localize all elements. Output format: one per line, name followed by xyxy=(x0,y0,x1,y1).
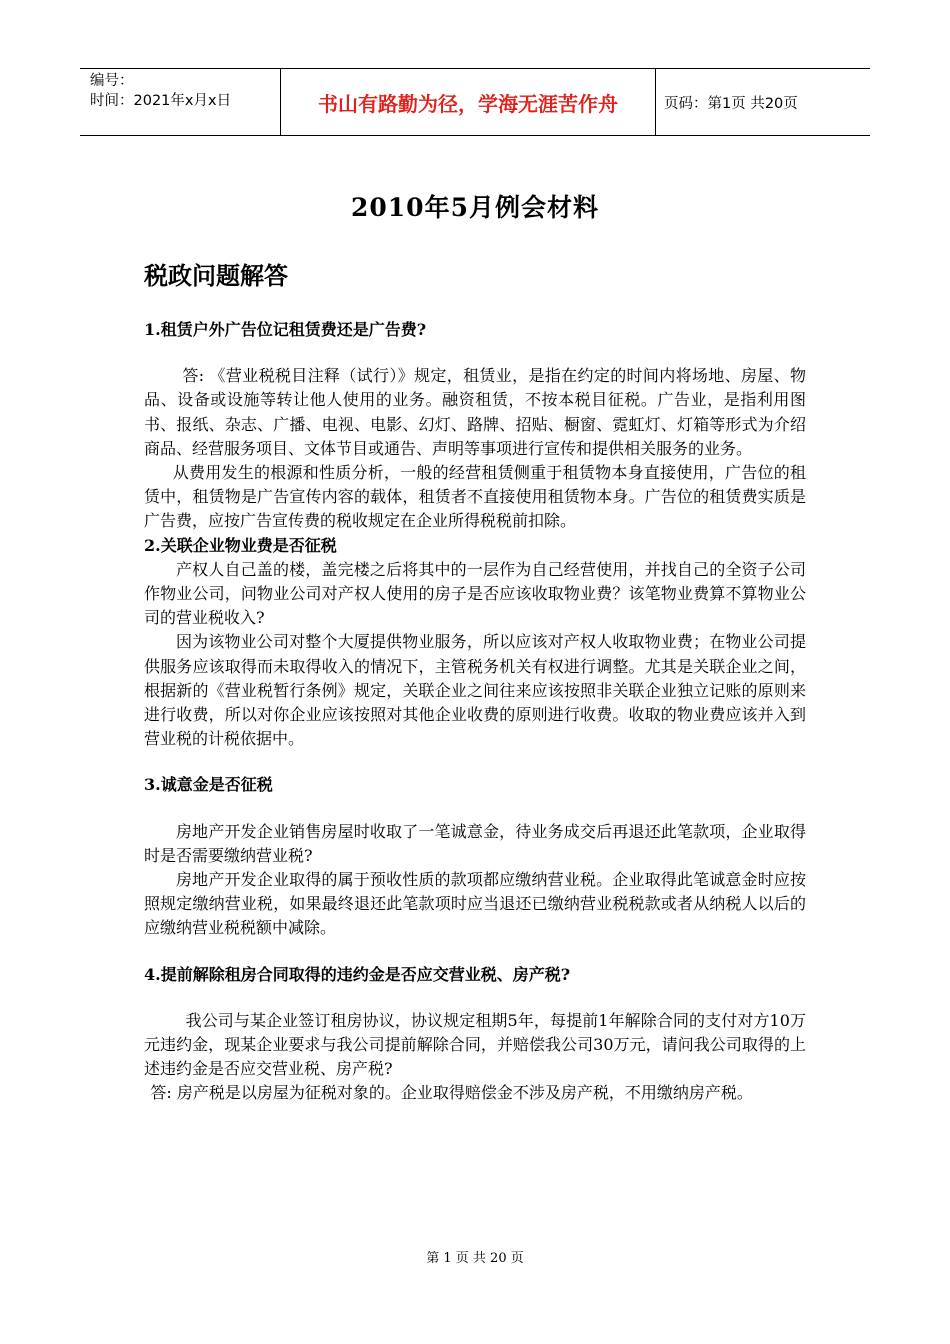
spacer xyxy=(144,987,806,1009)
question-heading: 3.诚意金是否征税 xyxy=(144,775,273,795)
question-heading: 1.租赁户外广告位记租赁费还是广告费? xyxy=(144,320,427,339)
document-title: 2010年5月例会材料 xyxy=(351,193,599,222)
header-page-label: 页码：第1页 共20页 xyxy=(664,95,798,112)
paragraph: 产权人自己盖的楼，盖完楼之后将其中的一层作为自己经营使用，并找自己的全资子公司作物业公司，问物业公司对产权人使用的房子是否应该收取物业费？该笔物业费算不算物业公司的营业税收入? xyxy=(144,559,806,628)
page-footer: 第 1 页 共 20 页 xyxy=(426,1251,524,1266)
question-heading: 4.提前解除租房合同取得的违约金是否应交营业税、房产税? xyxy=(144,964,571,984)
paragraph: 答: 《营业税税目注释（试行）》规定，租赁业，是指在约定的时间内将场地、房屋、物品、设备或设施等转让他人使用的业务。融资租赁，不按本税目征税。广告业，是指利用图书、报纸、杂志、广播、电视、电影、幻灯、路牌、招贴、橱窗、霓虹灯、灯箱等形式为介绍商品、经营服务项目、文体节目或通告、声明等事项进行宣传和提供相关服务的业务。 xyxy=(144,366,806,458)
paragraph: 房地产开发企业取得的属于预收性质的款项都应缴纳营业税。企业取得此笔诚意金时应按照规定缴纳营业税，如果最终退还此笔款项时应当退还已缴纳营业税税款或者从纳税人以后的应缴纳营业税税额中减除。 xyxy=(144,870,806,938)
spacer xyxy=(144,941,806,963)
paragraph: 因为该物业公司对整个大厦提供物业服务，所以应该对产权人收取物业费；在物业公司提供服务应该取得而未取得收入的情况下，主管税务机关有权进行调整。尤其是关联企业之间，根据新的《营业税暂行条例》规定，关联企业之间往来应该按照非关联企业独立记账的原则来进行收费，所以对你企业应该按照对其他企业收费的原则进行收费。收取的物业费应该并入到营业税的计税依据中。 xyxy=(144,632,806,749)
document-subtitle: 税政问题解答 xyxy=(144,262,288,290)
document-time-label: 时间：2021年x月x日 xyxy=(90,93,232,109)
spacer xyxy=(144,342,806,364)
header-meta xyxy=(80,69,280,135)
paragraph: 从费用发生的根源和性质分析，一般的经营租赁侧重于租赁物本身直接使用，广告位的租赁中，租赁物是广告宣传内容的载体，租赁者不直接使用租赁物本身。广告位的租赁费实质是广告费，应按广告宣传费的税收规定在企业所得税税前扣除。 xyxy=(144,463,806,531)
paragraph: 房地产开发企业销售房屋时收取了一笔诚意金，待业务成交后再退还此笔款项，企业取得时是否需要缴纳营业税? xyxy=(144,821,806,865)
paragraph: 我公司与某企业签订租房协议，协议规定租期5年，每提前1年解除合同的支付对方10万元违约金，现某企业要求与我公司提前解除合同，并赔偿我公司30万元，请问我公司取得的上述违约金是否应交营业税、房产税? xyxy=(144,1010,806,1079)
paragraph: 答: 房产税是以房屋为征税对象的。企业取得赔偿金不涉及房产税，不用缴纳房产税。 xyxy=(150,1083,753,1103)
question-heading: 2.关联企业物业费是否征税 xyxy=(144,535,337,555)
document-number-label: 编号： xyxy=(90,73,134,89)
header-motto: 书山有路勤为径，学海无涯苦作舟 xyxy=(280,69,656,135)
spacer xyxy=(144,751,806,773)
spacer xyxy=(144,798,806,820)
page-header xyxy=(80,68,870,136)
document-body xyxy=(144,318,806,1106)
